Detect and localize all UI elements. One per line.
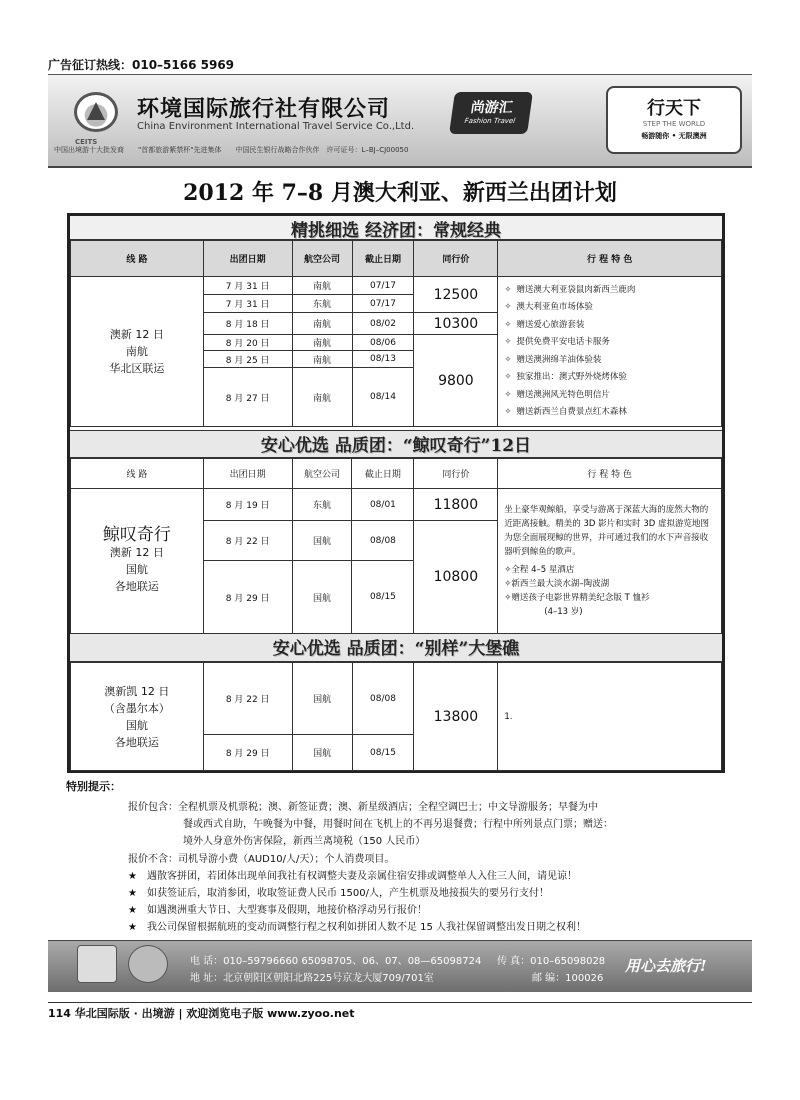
section1-table: [70, 240, 722, 427]
notes-include: 境外人身意外伤害保险，新西兰离境税（150 人民币）: [183, 836, 426, 847]
feature-item: ✧ 赠送澳洲绵羊油体验装: [504, 352, 721, 370]
col-header: 出团日期: [203, 459, 292, 489]
features-cell: 1.: [498, 663, 722, 771]
sparkle-icon: ✧: [504, 302, 512, 312]
sparkle-icon: ✧: [504, 579, 512, 589]
notes-title: 特别提示：: [66, 780, 121, 793]
airline-cell: 东航: [292, 489, 352, 521]
route-cell: [71, 277, 204, 427]
deadline-cell: 08/06: [352, 335, 414, 351]
table-row: [71, 489, 722, 521]
partner-logo-icon: [77, 945, 117, 983]
col-header: 线 路: [71, 241, 204, 277]
route-line: 南航: [125, 345, 148, 358]
partner-line: 中国出境游十大批发商 "首都旅游紫禁杯"先进集体 中国民生银行战略合作伙伴 许可证号：L–BJ–CJ00050: [54, 146, 409, 154]
col-header: 线 路: [71, 459, 204, 489]
price-cell: 9800: [414, 335, 498, 427]
section3-banner: 安心优选 品质团：“别样”大堡礁: [70, 633, 722, 662]
bottom-divider: [48, 1002, 752, 1003]
airline-cell: 南航: [292, 335, 352, 351]
deadline-cell: 08/01: [352, 489, 414, 521]
airline-cell: 南航: [292, 313, 352, 335]
brand-badge: [606, 86, 742, 154]
airline-cell: 东航: [292, 295, 352, 313]
date-cell: 8 月 22 日: [203, 663, 292, 735]
col-header: 行 程 特 色: [498, 459, 722, 489]
brand-en: STEP THE WORLD: [642, 120, 706, 128]
airline-cell: 南航: [292, 368, 352, 427]
col-header: 出团日期: [203, 241, 292, 277]
route-line: 各地联运: [114, 735, 159, 749]
col-header: 同行价: [414, 459, 498, 489]
col-header: 航空公司: [292, 459, 352, 489]
airline-cell: 南航: [292, 351, 352, 368]
notes-exclude: 报价不含：司机导游小费（AUD10/人/天）；个人消费项目。: [128, 854, 395, 865]
route-line: 澳新凯 12 日: [104, 684, 170, 698]
date-cell: 7 月 31 日: [203, 277, 292, 295]
deadline-cell: 07/17: [352, 295, 414, 313]
feature-item: ✧ 赠送爱心旅游套装: [504, 317, 721, 335]
deadline-cell: 08/14: [352, 368, 414, 427]
footer-slogan: 用心去旅行!: [625, 957, 707, 975]
itinerary-description-cell: [498, 489, 722, 634]
section1-banner: 精挑细选 经济团：常规经典: [70, 216, 722, 240]
notes-item: ★ 遇散客拼团，若团体出现单间我社有权调整夫妻及亲属住宿安排或调整单人入住三人间，请见谅！: [128, 871, 577, 882]
airline-cell: 国航: [292, 561, 352, 634]
company-name-cn: 环境国际旅行社有限公司: [137, 97, 391, 122]
airline-cell: 南航: [292, 277, 352, 295]
feature-item: ✧新西兰最大淡水湖–陶波湖: [504, 579, 610, 589]
route-line: 华北区联运: [109, 362, 165, 375]
sparkle-icon: ✧: [504, 372, 512, 382]
price-cell: 10300: [414, 313, 498, 335]
deadline-cell: 08/02: [352, 313, 414, 335]
col-header: 航空公司: [292, 241, 352, 277]
route-line: 澳新 12 日: [109, 328, 164, 341]
logo-abbrev: CEITS: [75, 138, 98, 146]
route-line: 澳新 12 日: [109, 546, 164, 559]
sparkle-icon: ✧: [504, 354, 512, 365]
deadline-cell: 08/13: [352, 351, 414, 368]
date-cell: 8 月 18 日: [203, 313, 292, 335]
route-line: 各地联运: [114, 580, 159, 593]
itinerary-description: 坐上豪华观鲸船，享受与游离于深蓝大海的庞然大物的近距离接触。精美的 3D 影片和实时 3D 虚拟游览地图为您全面展现鲸的世界，并可通过我们的水下声音接收器听到鲸鱼的歌声。: [504, 505, 710, 557]
price-cell: 11800: [414, 489, 498, 521]
route-line: 国航: [125, 563, 148, 576]
price-cell: 13800: [414, 663, 498, 771]
fashion-logo-en: Fashion Travel: [464, 117, 516, 125]
col-header: 截止日期: [352, 241, 414, 277]
company-logo-icon: [74, 92, 118, 132]
footer-fax: 传 真：010–65098028: [497, 956, 606, 967]
date-cell: 8 月 29 日: [203, 561, 292, 634]
route-cell: [71, 489, 204, 634]
footer-phone: 电 话：010–59796660 65098705、06、07、08—65098724: [190, 956, 482, 967]
route-title: 鲸叹奇行: [102, 525, 171, 545]
sparkle-icon: ✧: [504, 593, 512, 603]
brand-title: 行天下: [647, 98, 701, 119]
col-header: 同行价: [414, 241, 498, 277]
notes-include: 报价包含：全程机票及机票税；澳、新签证费；澳、新星级酒店；全程空调巴士；中文导游服务；早餐为中: [128, 802, 598, 813]
footer-address: 地 址：北京朝阳区朝阳北路225号京龙大厦709/701室: [190, 973, 434, 984]
partner-seal-icon: [128, 945, 168, 983]
table-header-row: [71, 241, 722, 277]
feature-item: ✧ 澳大利亚鱼市场体验: [504, 299, 721, 317]
deadline-cell: 07/17: [352, 277, 414, 295]
deadline-cell: 08/08: [352, 663, 414, 735]
airline-cell: 国航: [292, 663, 352, 735]
page-footer: 114 华北国际版 · 出境游 | 欢迎浏览电子版 www.zyoo.net: [48, 1007, 355, 1020]
date-cell: 8 月 29 日: [203, 735, 292, 771]
feature-item: ✧赠送孩子电影世界精美纪念版 T 恤衫: [504, 593, 650, 603]
notes-item: ★ 如遇澳洲重大节日、大型赛事及假期，地接价格浮动另行报价！: [128, 905, 427, 916]
date-cell: 7 月 31 日: [203, 295, 292, 313]
feature-item: ✧全程 4–5 星酒店: [504, 565, 575, 575]
date-cell: 8 月 25 日: [203, 351, 292, 368]
fashion-travel-logo: [449, 92, 533, 134]
section2-banner: 安心优选 品质团：“鲸叹奇行”12日: [70, 430, 722, 458]
sparkle-icon: ✧: [504, 389, 512, 400]
sparkle-icon: ✧: [504, 407, 512, 417]
deadline-cell: 08/15: [352, 561, 414, 634]
section3-table: [70, 662, 722, 771]
ad-hotline: 广告征订热线：010–5166 5969: [48, 58, 235, 72]
sparkle-icon: ✧: [504, 319, 512, 330]
deadline-cell: 08/08: [352, 521, 414, 561]
col-header: 截止日期: [352, 459, 414, 489]
date-cell: 8 月 19 日: [203, 489, 292, 521]
sparkle-icon: ✧: [504, 565, 512, 575]
notes-item: ★ 如获签证后，取消参团，收取签证费人民币 1500/人，产生机票及地接损失的要另行支付！: [128, 888, 549, 899]
fashion-logo-cn: 尚游汇: [469, 100, 514, 116]
brand-slogan: 畅游随你 • 无限澳洲: [641, 132, 707, 140]
date-cell: 8 月 27 日: [203, 368, 292, 427]
route-line: 国航: [125, 718, 148, 732]
feature-item: ✧ 独家推出：澳式野外烧烤体验: [504, 369, 721, 387]
airline-cell: 国航: [292, 521, 352, 561]
route-cell: [71, 663, 204, 771]
feature-item: ✧ 提供免费平安电话卡服务: [504, 334, 721, 352]
airline-cell: 国航: [292, 735, 352, 771]
feature-item: ✧ 赠送澳大利亚袋鼠肉新西兰鹿肉: [504, 282, 721, 300]
deadline-cell: 08/15: [352, 735, 414, 771]
notes-item: ★ 我公司保留根据航班的变动而调整行程之权利如拼团人数不足 15 人我社保留调整出发日期之权利！: [128, 922, 587, 933]
price-cell: 12500: [414, 277, 498, 313]
table-header-row: [71, 459, 722, 489]
footer-postcode: 邮 编：100026: [532, 973, 604, 984]
col-header: 行 程 特 色: [498, 241, 722, 277]
table-row: [71, 277, 722, 295]
feature-note: (4–13 岁): [544, 607, 583, 617]
route-line: （含墨尔本）: [103, 701, 170, 715]
page-title: 2012 年 7–8 月澳大利亚、新西兰出团计划: [183, 180, 617, 206]
table-row: [71, 663, 722, 735]
feature-item: ✧ 赠送新西兰自费景点红木森林: [504, 404, 721, 422]
company-name-en: China Environment International Travel Service Co.,Ltd.: [137, 121, 415, 132]
date-cell: 8 月 20 日: [203, 335, 292, 351]
sparkle-icon: ✧: [504, 337, 512, 347]
section2-table: [70, 458, 722, 634]
notes-include: 餐或西式自助，午晚餐为中餐，用餐时间在飞机上的不再另退餐费；行程中所列景点门票；赠送：: [183, 819, 613, 830]
date-cell: 8 月 22 日: [203, 521, 292, 561]
features-cell: [498, 277, 722, 427]
feature-item: ✧ 赠送澳洲风光特色明信片: [504, 387, 721, 405]
price-cell: 10800: [414, 521, 498, 634]
sparkle-icon: ✧: [504, 284, 512, 295]
